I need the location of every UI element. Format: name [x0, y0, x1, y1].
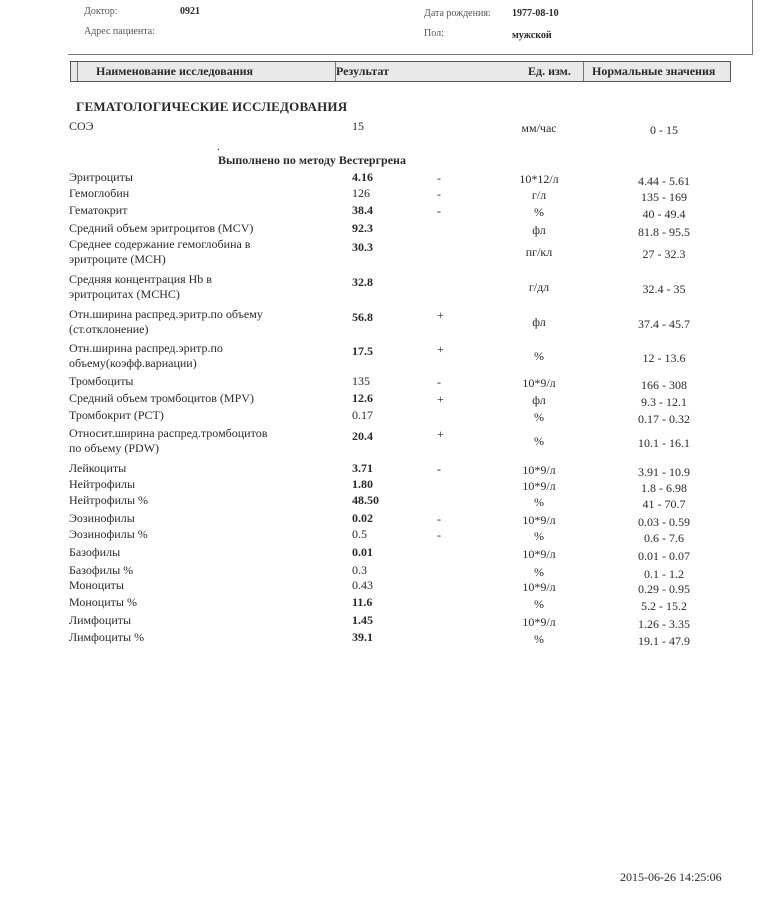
test-name: Тромбокрит (PCT) — [69, 408, 164, 422]
test-result: 0.01 — [352, 545, 373, 559]
abnormal-flag: - — [437, 528, 441, 542]
reference-range: 12 - 13.6 — [642, 351, 686, 365]
test-unit: 10*12/л — [519, 172, 559, 186]
reference-range: 9.3 - 12.1 — [641, 395, 687, 409]
reference-range: 1.26 - 3.35 — [638, 617, 690, 631]
test-name: Базофилы — [69, 545, 121, 559]
test-result: 4.16 — [352, 170, 373, 184]
reference-range: 0.6 - 7.6 — [644, 531, 684, 545]
test-name: Нейтрофилы % — [69, 493, 149, 507]
reference-range: 32.4 - 35 — [642, 282, 686, 296]
test-unit: фл — [532, 315, 546, 329]
test-name-continued: (ст.отклонение) — [69, 322, 149, 336]
test-result: 38.4 — [352, 203, 373, 217]
test-result: 12.6 — [352, 391, 373, 405]
reference-range: 40 - 49.4 — [642, 207, 686, 221]
test-name: Отн.ширина распред.эритр.по объему — [69, 307, 263, 321]
test-unit: г/дл — [528, 280, 550, 294]
test-unit: мм/час — [521, 121, 557, 135]
test-unit: 10*9/л — [522, 463, 556, 477]
reference-range: 41 - 70.7 — [642, 497, 686, 511]
test-unit: % — [534, 565, 544, 579]
test-unit: % — [534, 495, 544, 509]
test-name: Лейкоциты — [69, 461, 127, 475]
test-name-continued: эритроците (MCH) — [69, 252, 166, 266]
column-header-result: Результат — [336, 64, 390, 78]
test-name: Нейтрофилы — [69, 477, 136, 491]
doctor-value: 0921 — [180, 6, 200, 17]
test-unit: 10*9/л — [522, 580, 556, 594]
test-result: 20.4 — [352, 429, 373, 443]
method-note: Выполнено по методу Вестергрена — [218, 153, 406, 167]
test-unit: % — [534, 632, 544, 646]
test-name: Среднее содержание гемоглобина в — [69, 237, 251, 251]
abnormal-flag: - — [437, 171, 441, 185]
test-name: Отн.ширина распред.эритр.по — [69, 341, 223, 355]
test-name: Тромбоциты — [69, 374, 134, 388]
test-result: 1.45 — [352, 613, 373, 627]
abnormal-flag: + — [437, 342, 444, 356]
test-unit: % — [534, 410, 544, 424]
print-timestamp: 2015-06-26 14:25:06 — [620, 870, 722, 884]
reference-range: 0.17 - 0.32 — [638, 412, 690, 426]
birth-date-label: Дата рождения: — [424, 8, 491, 19]
test-name: Средний объем тромбоцитов (MPV) — [69, 391, 254, 405]
test-unit: фл — [532, 393, 546, 407]
reference-range: 0.03 - 0.59 — [638, 515, 690, 529]
doctor-label: Доктор: — [84, 6, 118, 17]
test-result: 48.50 — [352, 493, 379, 507]
reference-range: 1.8 - 6.98 — [641, 481, 687, 495]
column-header-name: Наименование исследования — [96, 64, 254, 78]
test-result: 17.5 — [352, 344, 373, 358]
test-unit: % — [534, 205, 544, 219]
test-unit: 10*9/л — [522, 615, 556, 629]
abnormal-flag: - — [437, 512, 441, 526]
test-name: Лимфоциты % — [69, 630, 145, 644]
test-name: Средний объем эритроцитов (MCV) — [69, 221, 254, 235]
test-unit: % — [534, 597, 544, 611]
test-name-continued: объему(коэфф.вариации) — [69, 356, 197, 370]
test-result: 0.43 — [352, 578, 373, 592]
abnormal-flag: - — [437, 375, 441, 389]
test-result: 92.3 — [352, 221, 373, 235]
abnormal-flag: - — [437, 204, 441, 218]
reference-range: 5.2 - 15.2 — [641, 599, 687, 613]
test-name: Гемоглобин — [69, 186, 130, 200]
test-result: 135 — [352, 374, 370, 388]
test-result: 15 — [352, 119, 364, 133]
reference-range: 37.4 - 45.7 — [638, 317, 690, 331]
birth-date-value: 1977-08-10 — [512, 8, 559, 19]
test-unit: 10*9/л — [522, 479, 556, 493]
reference-range: 27 - 32.3 — [642, 247, 686, 261]
test-name: Базофилы % — [69, 563, 134, 577]
reference-range: 0.29 - 0.95 — [638, 582, 690, 596]
reference-range: 135 - 169 — [641, 190, 687, 204]
test-unit: 10*9/л — [522, 547, 556, 561]
test-name: Эритроциты — [69, 170, 133, 184]
test-result: 126 — [352, 186, 370, 200]
reference-range: 4.44 - 5.61 — [638, 174, 690, 188]
abnormal-flag: + — [437, 392, 444, 406]
reference-range: 0.01 - 0.07 — [638, 549, 690, 563]
test-unit: % — [534, 349, 544, 363]
test-result: 0.5 — [352, 527, 367, 541]
test-name: Моноциты % — [69, 595, 137, 609]
reference-range: 10.1 - 16.1 — [638, 436, 690, 450]
test-unit: 10*9/л — [522, 376, 556, 390]
test-result: 0.3 — [352, 563, 367, 577]
test-name: СОЭ — [69, 119, 94, 133]
test-name: Лимфоциты — [69, 613, 132, 627]
address-label: Адрес пациента: — [84, 26, 155, 37]
test-name: Моноциты — [69, 578, 124, 592]
column-header-reference: Нормальные значения — [592, 64, 716, 78]
reference-range: 3.91 - 10.9 — [638, 465, 690, 479]
test-result: 30.3 — [352, 240, 373, 254]
reference-range: 0 - 15 — [650, 123, 678, 137]
abnormal-flag: - — [437, 462, 441, 476]
test-result: 32.8 — [352, 275, 373, 289]
abnormal-flag: + — [437, 308, 444, 322]
test-result: 11.6 — [352, 595, 373, 609]
test-result: 0.02 — [352, 511, 373, 525]
test-name: Эозинофилы % — [69, 527, 148, 541]
column-header-unit: Ед. изм. — [528, 64, 571, 78]
reference-range: 166 - 308 — [641, 378, 687, 392]
test-name: Средняя концентрация Hb в — [69, 272, 212, 286]
test-unit: фл — [532, 223, 546, 237]
abnormal-flag: + — [437, 427, 444, 441]
section-title: ГЕМАТОЛОГИЧЕСКИЕ ИССЛЕДОВАНИЯ — [76, 99, 348, 114]
test-result: 3.71 — [352, 461, 373, 475]
test-result: 39.1 — [352, 630, 373, 644]
dot-mark: . — [217, 139, 220, 153]
test-unit: г/л — [531, 188, 547, 202]
test-unit: 10*9/л — [522, 513, 556, 527]
test-name-continued: эритроцитах (MCHC) — [69, 287, 180, 301]
test-result: 1.80 — [352, 477, 373, 491]
reference-range: 0.1 - 1.2 — [644, 567, 684, 581]
test-unit: % — [534, 434, 544, 448]
test-name: Относит.ширина распред.тромбоцитов — [69, 426, 268, 440]
sex-label: Пол: — [424, 28, 444, 39]
reference-range: 19.1 - 47.9 — [638, 634, 690, 648]
test-unit: пг/кл — [525, 245, 553, 259]
test-unit: % — [534, 529, 544, 543]
reference-range: 81.8 - 95.5 — [638, 225, 690, 239]
test-result: 0.17 — [352, 408, 373, 422]
abnormal-flag: - — [437, 187, 441, 201]
test-result: 56.8 — [352, 310, 373, 324]
test-name: Эозинофилы — [69, 511, 135, 525]
sex-value: мужской — [512, 30, 552, 41]
test-name-continued: по объему (PDW) — [69, 441, 160, 455]
test-name: Гематокрит — [69, 203, 128, 217]
